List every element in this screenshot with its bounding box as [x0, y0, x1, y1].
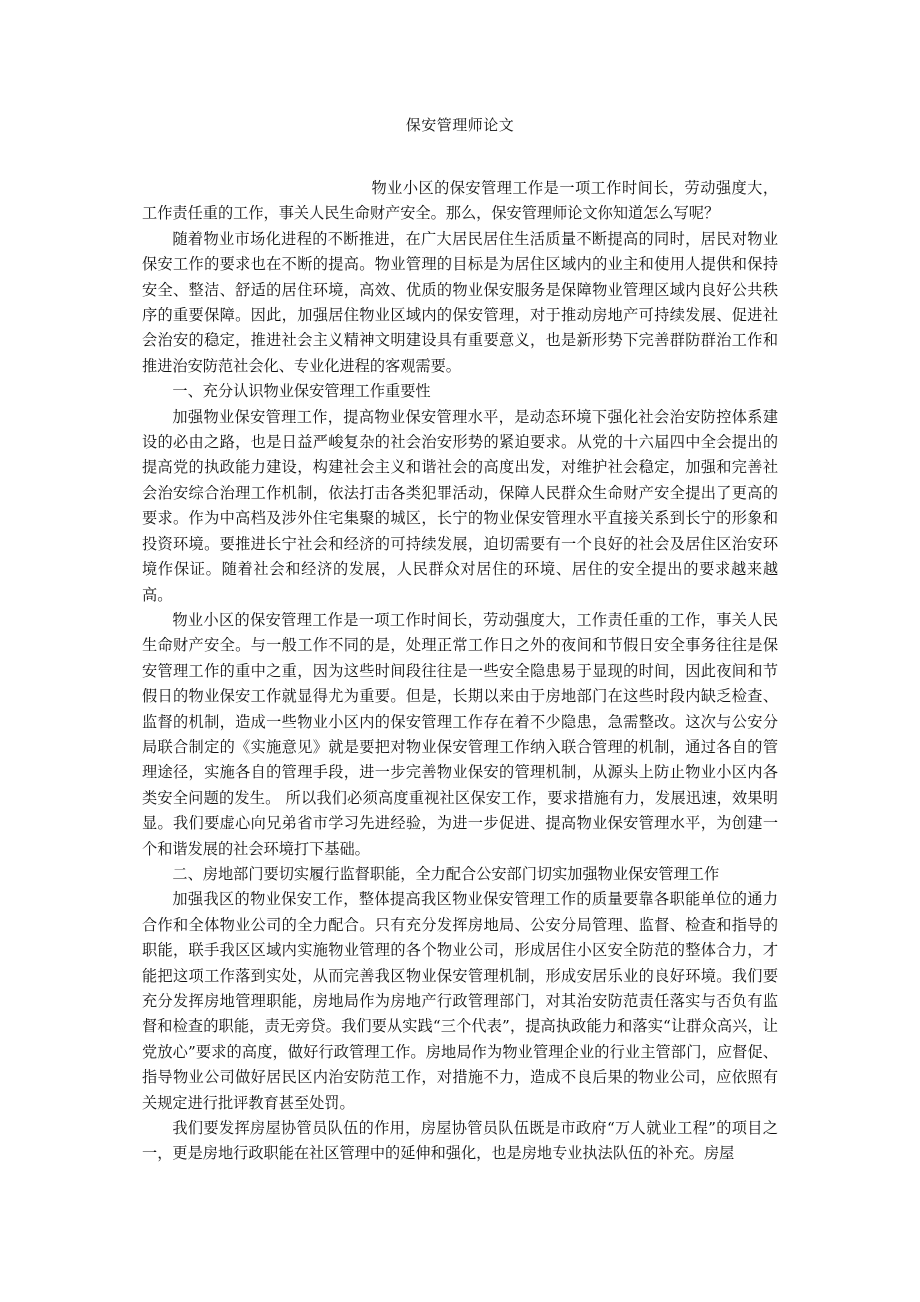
intro-paragraph: 物业小区的保安管理工作是一项工作时间长，劳动强度大，工作责任重的工作，事关人民生命财产安全。那么，保安管理师论文你知道怎么写呢？ [142, 179, 778, 223]
body-paragraph: 随着物业市场化进程的不断推进，在广大居民居住生活质量不断提高的同时，居民对物业保安工作的要求也在不断的提高。物业管理的目标是为居住区域内的业主和使用人提供和保持安全、整洁、舒适的居住环境，高效、优质的物业保安服务是保障物业管理区域内良好公共秩序的重要保障。因此，加强居住物业区域内的保安管理，对于推动房地产可持续发展、促进社会治安的稳定，推进社会主义精神文明建设具有重要意义，也是新形势下完善群防群治工作和推进治安防范社会化、专业化进程的客观需要。 [142, 229, 778, 375]
document-title: 保安管理师论文 [405, 116, 515, 134]
body-paragraph: 加强物业保安管理工作，提高物业保安管理水平，是动态环境下强化社会治安防控体系建设的必由之路，也是日益严峻复杂的社会治安形势的紧迫要求。从党的十六届四中全会提出的提高党的执政能力建设，构建社会主义和谐社会的高度出发，对维护社会稳定，加强和完善社会治安综合治理工作机制，依法打击各类犯罪活动，保障人民群众生命财产安全提出了更高的要求。作为中高档及涉外住宅集聚的城区，长宁的物业保安管理水平直接关系到长宁的形象和投资环境。要推进长宁社会和经济的可持续发展，迫切需要有一个良好的社会及居住区治安环境作保证。随着社会和经济的发展，人民群众对居住的环境、居住的安全提出的要求越来越高。 [142, 407, 778, 604]
body-paragraph: 物业小区的保安管理工作是一项工作时间长，劳动强度大，工作责任重的工作，事关人民生命财产安全。与一般工作不同的是，处理正常工作日之外的夜间和节假日安全事务往往是保安管理工作的重中之重，因为这些时间段往往是一些安全隐患易于显现的时间，因此夜间和节假日的物业保安工作就显得尤为重要。但是，长期以来由于房地部门在这些时段内缺乏检查、监督的机制，造成一些物业小区内的保安管理工作存在着不少隐患，急需整改。这次与公安分局联合制定的《实施意见》就是要把对物业保安管理工作纳入联合管理的机制，通过各自的管理途径，实施各自的管理手段，进一步完善物业保安的管理机制，从源头上防止物业小区内各类安全问题的发生。 所以我们必须高度重视社区保安工作，要求措施有力，发展迅速，效果明显。我们要虚心向兄弟省市学习先进经验，为进一步促进、提高物业保安管理水平，为创建一个和谐发展的社会环境打下基础。 [142, 610, 778, 858]
section-heading-1: 一、充分认识物业保安管理工作重要性 [172, 382, 431, 401]
section-heading-2: 二、房地部门要切实履行监督职能，全力配合公安部门切实加强物业保安管理工作 [172, 864, 720, 883]
document-body [142, 176, 778, 1167]
body-paragraph: 我们要发挥房屋协管员队伍的作用，房屋协管员队伍既是市政府“万人就业工程”的项目之一，更是房地行政职能在社区管理中的延伸和强化，也是房地专业执法队伍的补充。房屋 [142, 1119, 778, 1163]
body-paragraph: 加强我区的物业保安工作，整体提高我区物业保安管理工作的质量要靠各职能单位的通力合作和全体物业公司的全力配合。只有充分发挥房地局、公安分局管理、监督、检查和指导的职能，联手我区区域内实施物业管理的各个物业公司，形成居住小区安全防范的整体合力，才能把这项工作落到实处，从而完善我区物业保安管理机制，形成安居乐业的良好环境。我们要充分发挥房地管理职能，房地局作为房地产行政管理部门，对其治安防范责任落实与否负有监督和检查的职能，责无旁贷。我们要从实践“三个代表”，提高执政能力和落实“让群众高兴，让党放心”要求的高度，做好行政管理工作。房地局作为物业管理企业的行业主管部门，应督促、指导物业公司做好居民区内治安防范工作，对措施不力，造成不良后果的物业公司，应依照有关规定进行批评教育甚至处罚。 [142, 890, 778, 1112]
